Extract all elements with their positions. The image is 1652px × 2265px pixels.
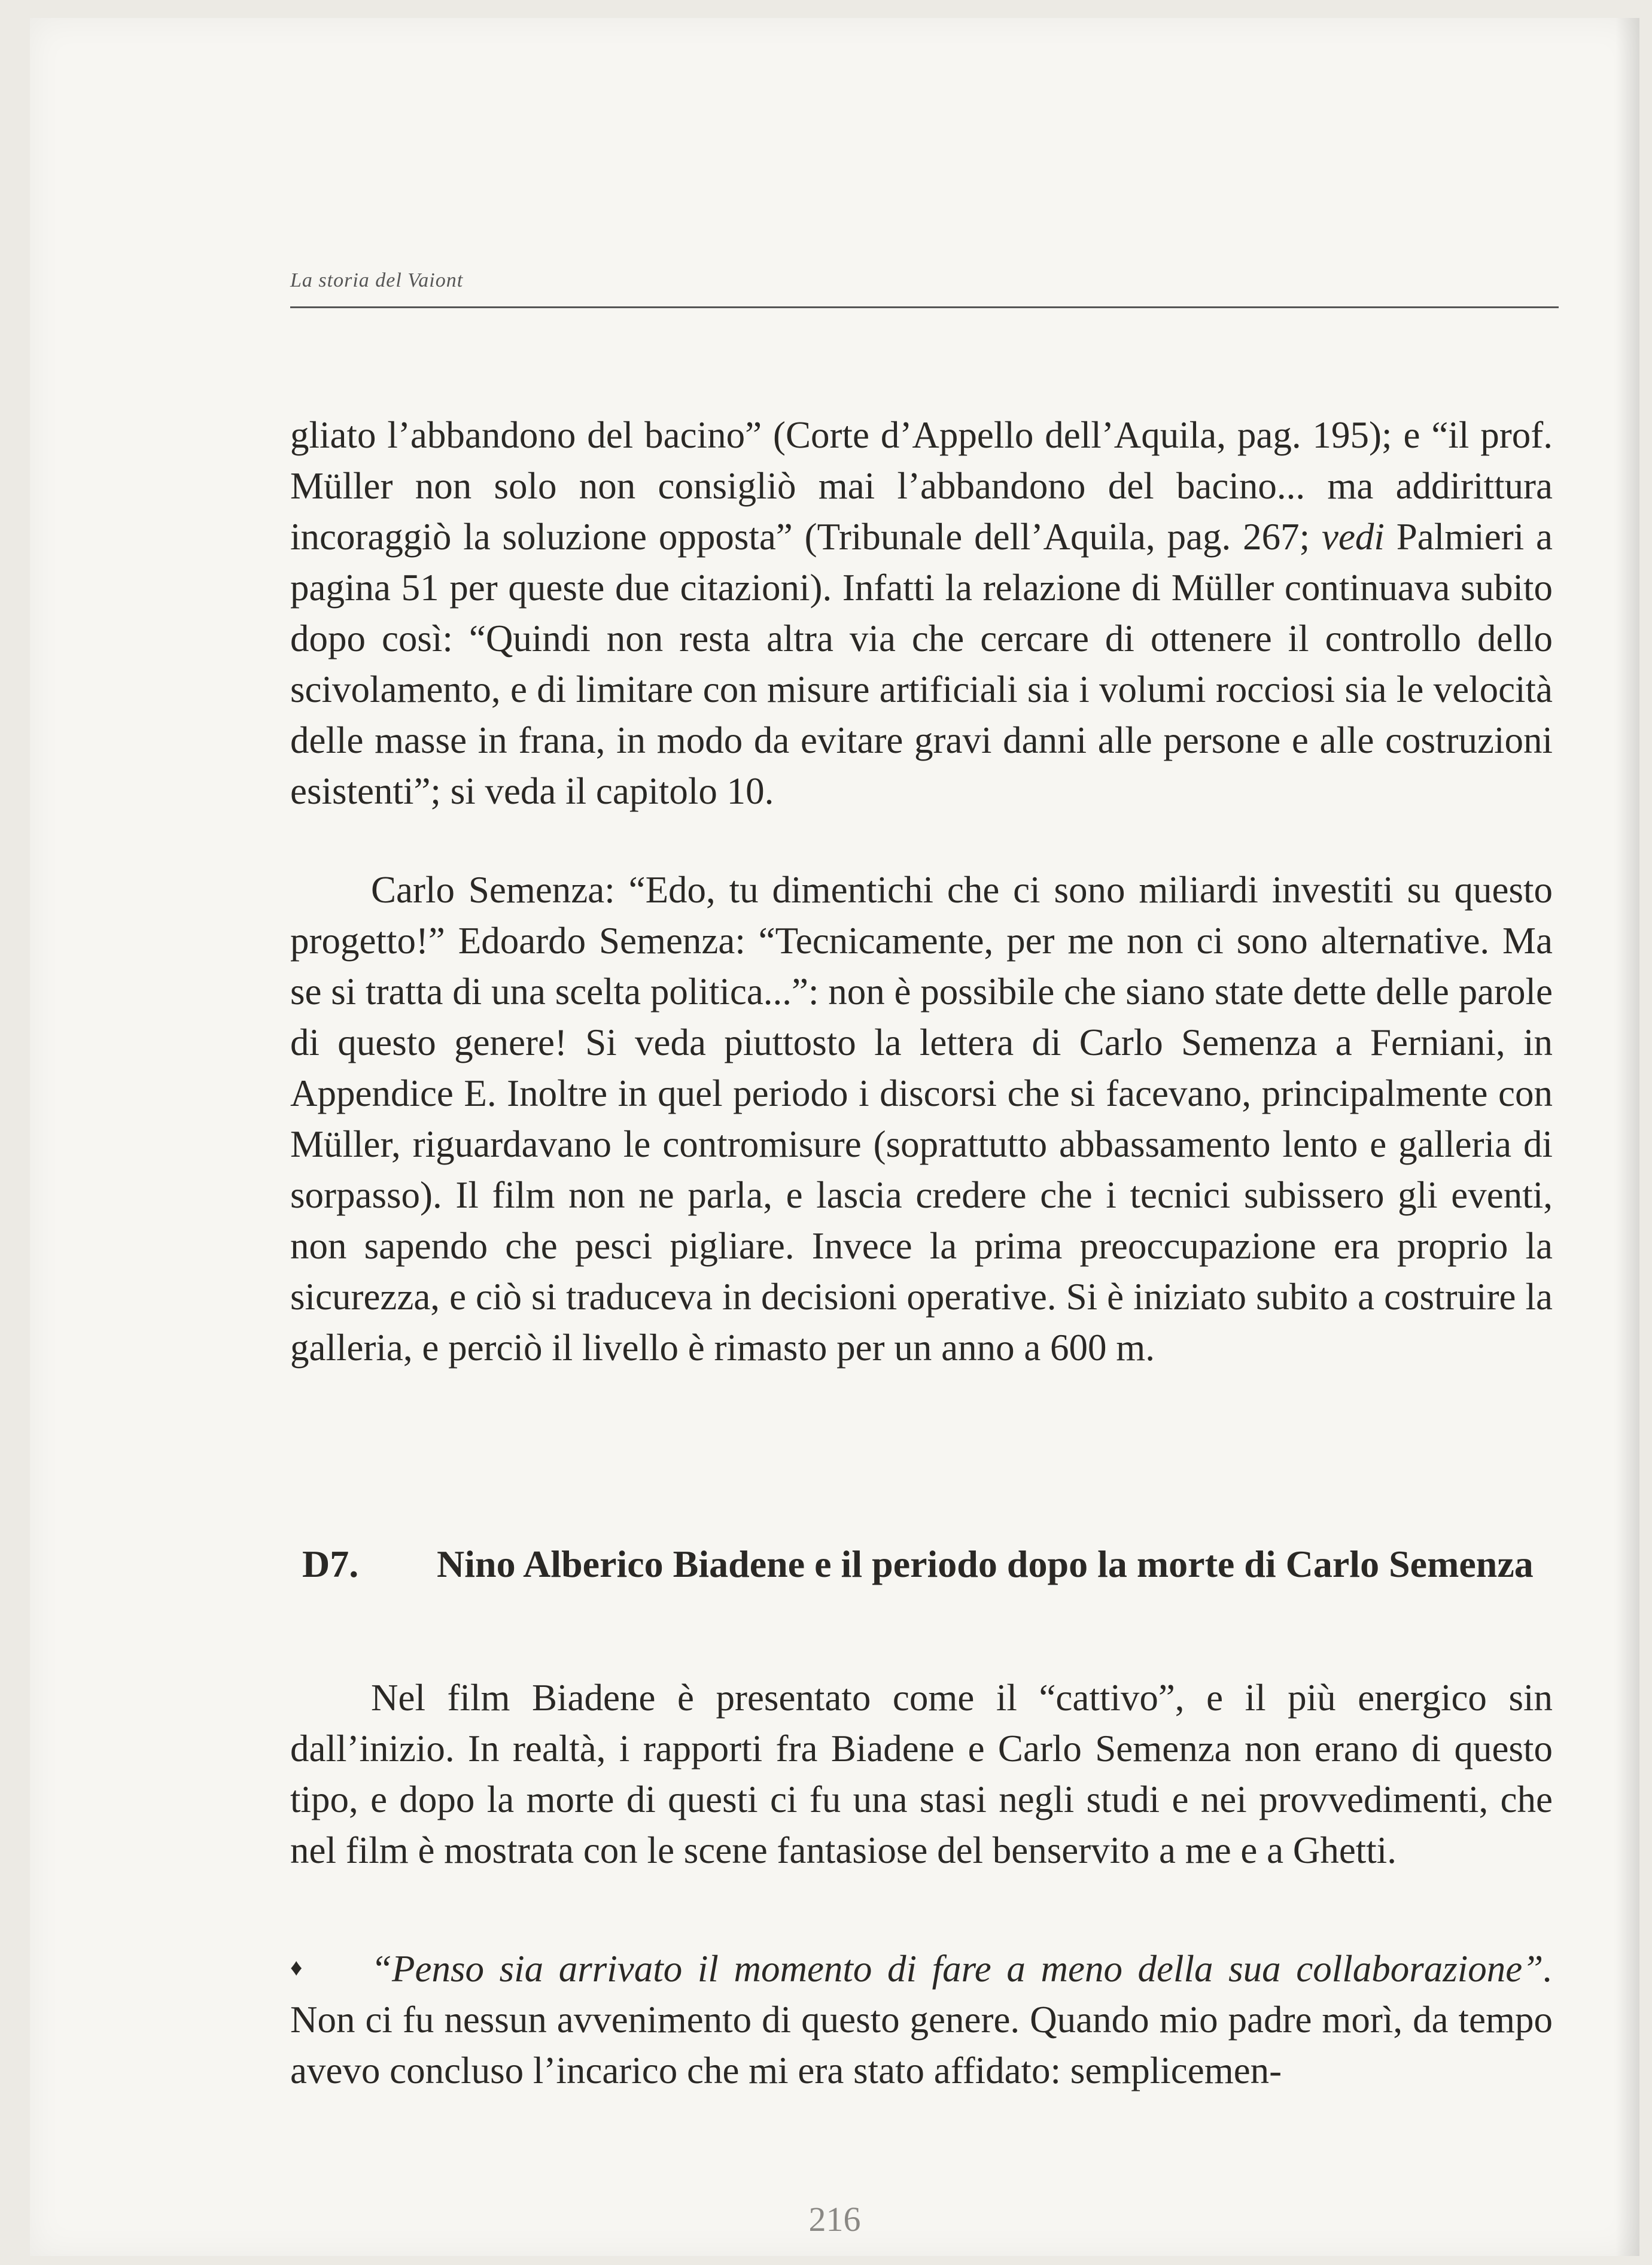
running-header: La storia del Vaiont — [290, 269, 464, 291]
section-number: D7. — [302, 1543, 359, 1585]
section-heading — [302, 1541, 1553, 1588]
paragraph-1-rest: Palmieri a pagina 51 per queste due citazioni). Infatti la relazione di Müller continuava subito dopo così: “Quindi non resta altra via che cercare di ottenere il controllo dello scivolamento, e di limitare con misure artificiali sia i volumi rocciosi sia le velocità delle masse in frana, in modo da evitare gravi danni alle persone e alle costruzioni esistenti”; si veda il capitolo 10. — [290, 516, 1553, 812]
paragraph-3: Nel film Biadene è presentato come il “cattivo”, e il più energico sin dall’inizio. In realtà, i rapporti fra Biadene e Carlo Semenza non erano di questo tipo, e dopo la morte di questi ci fu una stasi negli studi e nei provvedimenti, che nel film è mostrata con le scene fantasiose del benservito a me e a Ghetti. — [290, 1677, 1553, 1871]
film-quote: “Penso sia arrivato il momento di fare a meno della sua collaborazione”. — [371, 1948, 1553, 1990]
paragraph-4-rest: Non ci fu nessun avvenimento di questo genere. Quando mio padre morì, da tempo avevo concluso l’incarico che mi era stato affidato: semplicemen- — [290, 1999, 1553, 2091]
book-page — [30, 18, 1639, 2256]
section-title: Nino Alberico Biadene e il periodo dopo la morte di Carlo Semenza — [437, 1543, 1534, 1585]
paragraph-1 — [290, 410, 1553, 817]
page-number: 216 — [808, 2200, 861, 2239]
paragraph-2: Carlo Semenza: “Edo, tu dimentichi che ci sono miliardi investiti su questo progetto!” Edoardo Semenza: “Tecnicamente, per me non ci sono alternative. Ma se si tratta di una scelta politica...”: non è possibile che siano state dette delle parole di questo genere! Si veda piuttosto la lettera di Carlo Semenza a Ferniani, in Appendice E. Inoltre in quel periodo i discorsi che si facevano, principalmente con Müller, riguardavano le contromisure (soprattutto abbassamento lento e galleria di sorpasso). Il film non ne parla, e lascia credere che i tecnici subissero gli eventi, non sapendo che pesci pigliare. Invece la prima preoccupazione era proprio la sicurezza, e ciò si traduceva in decisioni operative. Si è iniziato subito a costruire la galleria, e perciò il livello è rimasto per un anno a 600 m. — [290, 869, 1553, 1369]
diamond-bullet-icon: ♦ — [290, 1954, 303, 1981]
spine-shadow — [1616, 18, 1639, 2256]
header-rule — [290, 306, 1559, 308]
vedi-italic: vedi — [1321, 516, 1385, 558]
paragraph-1-text: gliato l’abbandono del bacino” (Corte d’Appello dell’Aquila, pag. 195); e “il prof. Müller non solo non consigliò mai l’abbandono del bacino... ma addirittura incoraggiò la soluzione opposta” (Tribunale dell’Aquila, pag. 267; — [290, 414, 1553, 558]
paragraph-4 — [290, 1942, 1553, 2096]
